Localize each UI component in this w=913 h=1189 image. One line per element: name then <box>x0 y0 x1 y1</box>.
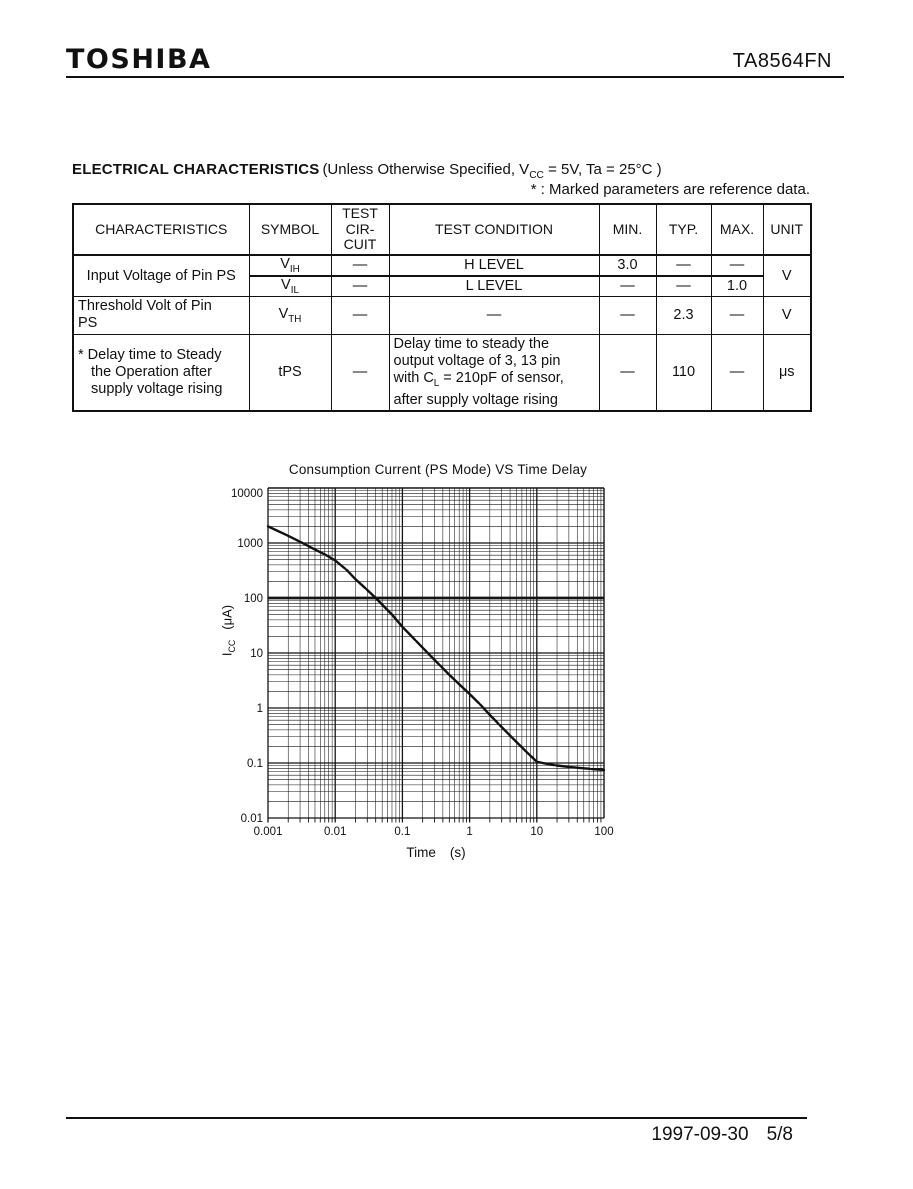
y-tick-label: 0.1 <box>247 758 263 770</box>
row-input-voltage-high <box>73 255 811 276</box>
cell-vih-symbol <box>249 255 331 276</box>
cl-subscript: L <box>433 377 440 389</box>
cell-tps-symbol: tPS <box>249 334 331 410</box>
cell-vih-condition: H LEVEL <box>389 255 599 276</box>
cell-tps-unit: μs <box>763 334 811 410</box>
y-axis-label <box>220 565 237 697</box>
y-tick-label: 100 <box>243 593 263 605</box>
threshold-line2: PS <box>78 315 98 332</box>
col-header-symbol: SYMBOL <box>249 204 331 255</box>
row-delay-time <box>73 334 811 410</box>
threshold-line1: Threshold Volt of Pin <box>78 298 212 315</box>
delay-cond-line4: after supply voltage rising <box>393 391 558 408</box>
x-tick-label: 0.001 <box>253 826 283 838</box>
footer-date: 1997-09-30 <box>651 1124 749 1145</box>
cell-vil-typ: — <box>656 276 711 296</box>
x-axis-label-text: Time <box>406 845 436 860</box>
y-tick-label: 1 <box>256 703 263 715</box>
col-header-test-circuit-line1: TEST <box>342 205 378 221</box>
cell-vth-circuit: — <box>331 296 389 334</box>
y-tick-label: 10 <box>250 648 263 660</box>
footer-rule <box>66 1117 807 1119</box>
section-conditions-post: = 5V, Ta = 25°C ) <box>543 161 662 178</box>
delay-cond-line2: output voltage of 3, 13 pin <box>393 352 561 369</box>
x-axis-label <box>268 845 604 860</box>
delay-cond-line3-post: = 210pF of sensor, <box>439 369 564 386</box>
y-tick-label: 0.01 <box>240 813 263 825</box>
vih-sub: IH <box>289 263 300 275</box>
footer-page-number: 5/8 <box>766 1124 793 1145</box>
col-header-test-circuit-line3: CUIT <box>343 236 377 253</box>
cell-vth-max: — <box>711 296 763 334</box>
cell-vth-condition: — <box>389 296 599 334</box>
cell-tps-max: — <box>711 334 763 410</box>
x-tick-label: 0.1 <box>394 826 411 838</box>
cell-vth-symbol <box>249 296 331 334</box>
cell-vil-condition: L LEVEL <box>389 276 599 296</box>
col-header-test-circuit <box>331 204 389 255</box>
col-header-max: MAX. <box>711 204 763 255</box>
cell-input-voltage-characteristics: Input Voltage of Pin PS <box>73 255 249 296</box>
x-tick-label: 1 <box>466 826 473 838</box>
x-axis-label-unit: (s) <box>449 845 466 860</box>
cell-tps-min: — <box>599 334 656 410</box>
vth-base: V <box>278 305 289 322</box>
y-tick-label: 10000 <box>231 488 263 500</box>
y-tick-label: 1000 <box>237 538 263 550</box>
chart-title: Consumption Current (PS Mode) VS Time Delay <box>288 462 588 477</box>
y-axis-label-sub: CC <box>227 639 238 653</box>
cell-tps-condition <box>389 334 599 410</box>
x-tick-label: 10 <box>530 826 544 838</box>
section-title <box>72 161 662 181</box>
cell-vil-symbol <box>249 276 331 296</box>
row-threshold <box>73 296 811 334</box>
vendor-logo: TOSHIBA <box>66 44 212 75</box>
vil-base: V <box>281 276 291 293</box>
col-header-min: MIN. <box>599 204 656 255</box>
header-rule <box>66 76 844 78</box>
col-header-test-condition: TEST CONDITION <box>389 204 599 255</box>
cell-vil-circuit: — <box>331 276 389 296</box>
electrical-characteristics-table <box>72 203 812 412</box>
y-axis-label-base: I <box>219 652 235 657</box>
vcc-subscript: CC <box>529 170 544 181</box>
cell-vth-min: — <box>599 296 656 334</box>
cell-delay-characteristics <box>73 334 249 410</box>
delay-cond-line3-pre: with C <box>393 369 434 386</box>
cell-threshold-characteristics <box>73 296 249 334</box>
x-tick-label: 100 <box>594 826 614 838</box>
delay-char-line3: supply voltage rising <box>91 380 223 397</box>
cell-vil-max: 1.0 <box>711 276 763 296</box>
col-header-characteristics: CHARACTERISTICS <box>73 204 249 255</box>
section-conditions-pre: (Unless Otherwise Specified, V <box>319 161 530 178</box>
vih-base: V <box>280 256 290 273</box>
delay-char-line2: the Operation after <box>91 363 212 380</box>
cell-vth-unit: V <box>763 296 811 334</box>
delay-cond-line1: Delay time to steady the <box>393 335 550 352</box>
cell-input-voltage-unit: V <box>763 255 811 296</box>
icc-curve <box>268 526 604 770</box>
col-header-typ: TYP. <box>656 204 711 255</box>
col-header-unit: UNIT <box>763 204 811 255</box>
section-title-bold: ELECTRICAL CHARACTERISTICS <box>72 161 320 178</box>
cell-tps-circuit: — <box>331 334 389 410</box>
footer-text <box>651 1124 793 1146</box>
vth-sub: TH <box>288 313 302 325</box>
cell-vih-typ: — <box>656 255 711 276</box>
x-tick-label: 0.01 <box>324 826 347 838</box>
delay-char-line1: * Delay time to Steady <box>78 346 222 363</box>
col-header-test-circuit-line2: CIR- <box>345 220 375 237</box>
y-axis-label-unit: (μA) <box>219 604 235 630</box>
part-number: TA8564FN <box>732 50 832 72</box>
cell-tps-typ: 110 <box>656 334 711 410</box>
table-header-row <box>73 204 811 255</box>
cell-vih-circuit: — <box>331 255 389 276</box>
reference-note: * : Marked parameters are reference data. <box>530 181 810 198</box>
cell-vth-typ: 2.3 <box>656 296 711 334</box>
cell-vil-min: — <box>599 276 656 296</box>
cell-vih-max: — <box>711 255 763 276</box>
cell-vih-min: 3.0 <box>599 255 656 276</box>
delay-cond-line3 <box>394 370 595 392</box>
vil-sub: IL <box>290 284 299 296</box>
